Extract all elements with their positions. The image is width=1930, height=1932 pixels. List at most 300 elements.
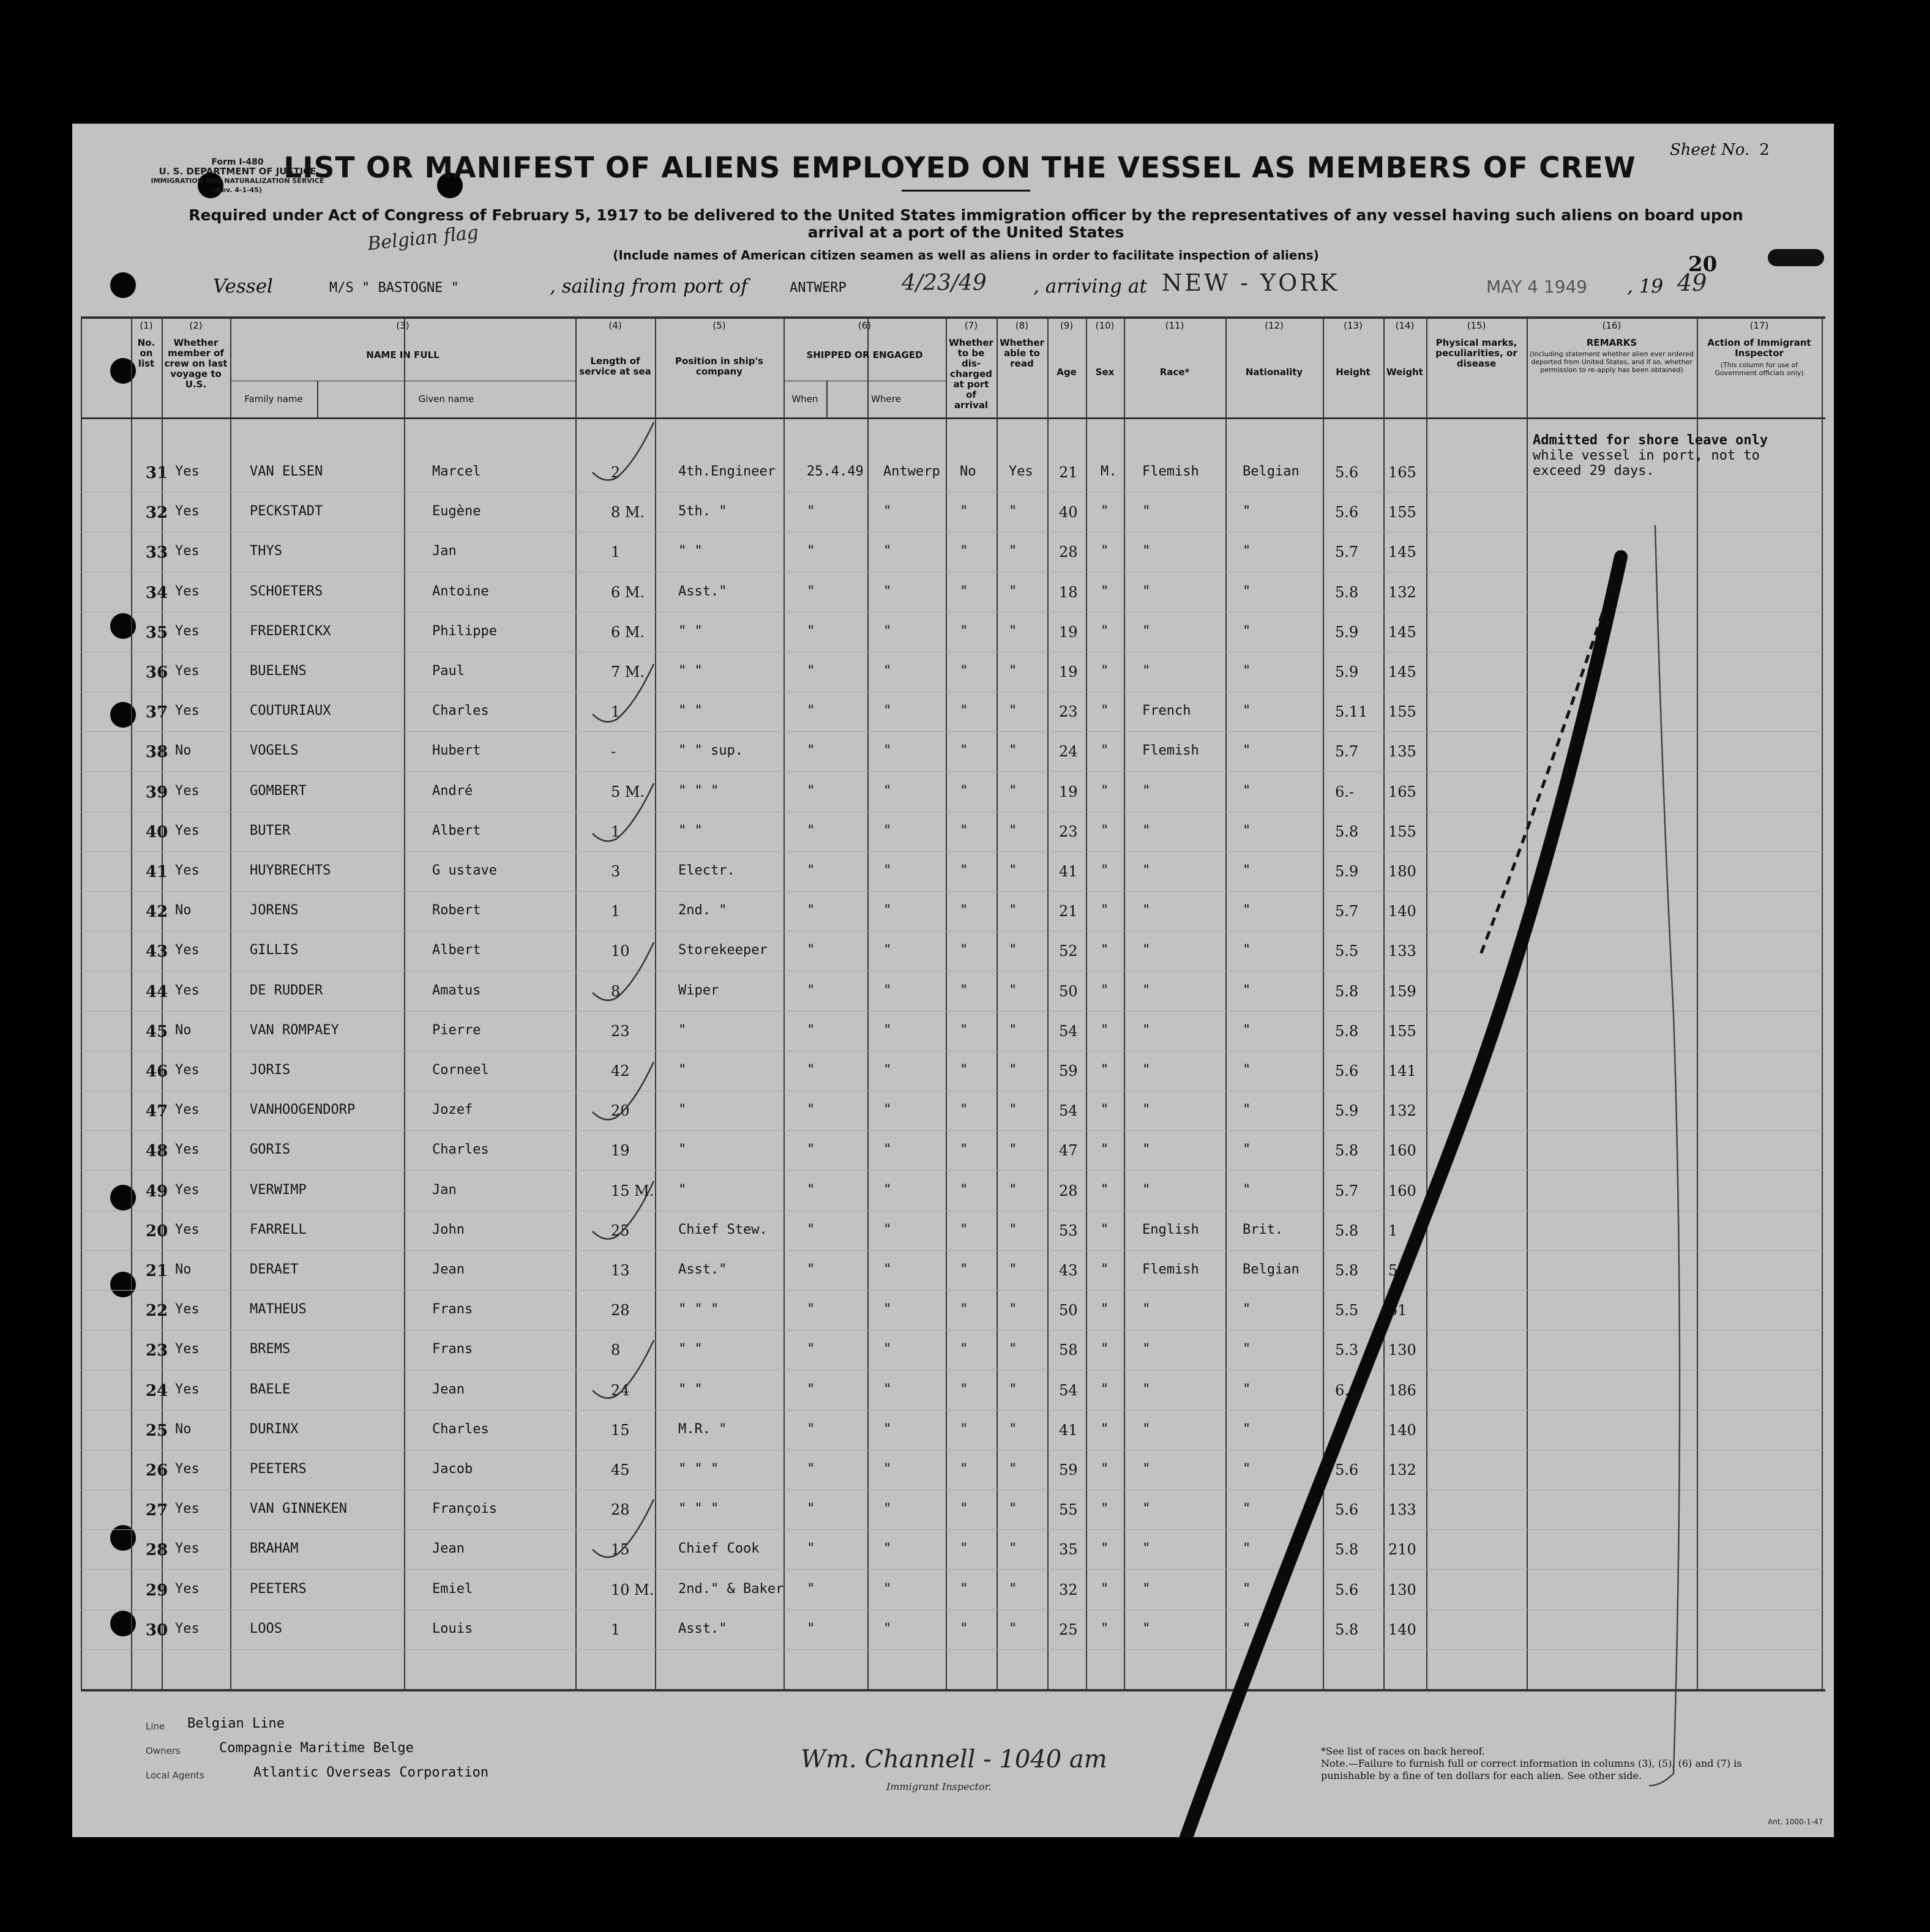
cell-weight: 130 [1388,1581,1416,1598]
cell-sex: " [1101,1262,1109,1277]
year-value: 49 [1677,269,1707,296]
cell-service: 8 M. [611,504,645,521]
cell-where: " [883,1541,892,1557]
cell-where: " [883,1421,892,1437]
cell-read: " [1009,703,1017,719]
column-header-c14: Weight [1386,367,1423,378]
cell-read: " [1009,583,1017,599]
cell-service: 28 [611,1501,630,1519]
column-header-c15: Physical marks, peculiarities, or disease [1435,337,1517,369]
cell-service: 15 [611,1541,630,1559]
cell-race: " [1142,903,1151,919]
cell-read: " [1009,1182,1017,1198]
cell-race: Flemish [1142,464,1199,479]
cell-read: " [1009,1341,1017,1357]
cell-height: 5.9 [1335,863,1359,880]
cell-when: " [807,1102,815,1118]
cell-given: Jean [432,1541,465,1557]
cell-family: FARRELL [250,1221,307,1237]
cell-prev: No [175,1262,192,1277]
cell-weight: 132 [1388,1461,1416,1479]
cell-family: GILLIS [250,942,299,958]
cell-given: Charles [432,1142,489,1158]
cell-weight: 186 [1388,1381,1416,1399]
cell-read: " [1009,663,1017,679]
cell-where: " [883,1262,892,1277]
cell-weight: 135 [1388,743,1416,761]
cell-weight: 165 [1388,783,1416,800]
cell-no: 38 [146,743,168,762]
cell-read: " [1009,1581,1017,1597]
cell-given: André [432,783,473,799]
cell-family: VERWIMP [250,1182,307,1198]
cell-position: Asst." [678,583,727,599]
cell-prev: Yes [175,1581,200,1597]
cell-when: " [807,1182,815,1198]
cell-discharged: " [960,1221,968,1237]
cell-service: - [611,743,616,761]
cell-given: Hubert [432,743,481,759]
cell-weight: 159 [1388,982,1416,1000]
cell-where: " [883,583,892,599]
column-header-c16: REMARKS [1586,337,1637,348]
cell-service: 8 [611,1341,621,1359]
cell-age: 25 [1059,1621,1078,1638]
column-number: (9) [1060,320,1074,331]
penalty-note: Note.—Failure to furnish full or correct information in columns (3), (5), (6) and (7) is punishable by a fine of ten dollars for each alien. See other side. [1321,1758,1742,1781]
cell-prev: Yes [175,1142,200,1158]
cell-discharged: " [960,783,968,799]
cell-when: " [807,1541,815,1557]
remarks-line-2: while vessel in port, not to [1533,448,1760,463]
cell-nationality: " [1243,863,1251,878]
cell-height: 5.8 [1335,1221,1359,1239]
cell-age: 41 [1059,1421,1078,1439]
manifest-sheet [72,124,1834,1837]
cell-given: Marcel [432,464,481,479]
cell-nationality: " [1243,783,1251,799]
cell-read: " [1009,1381,1017,1397]
include-note: (Include names of American citizen seamen as well as aliens in order to facilitate inspection of aliens) [613,248,1319,263]
cell-given: Amatus [432,982,481,998]
cell-sex: " [1101,903,1109,919]
column-header-c10: Sex [1095,367,1115,378]
cell-read: " [1009,1461,1017,1477]
cell-no: 35 [146,623,168,642]
cell-service: 7 M. [611,663,645,681]
column-number: (1) [140,320,153,331]
cell-sex: " [1101,504,1109,520]
vessel-name: M/S " BASTOGNE " [329,280,459,296]
cell-family: PECKSTADT [250,504,323,520]
cell-read: " [1009,1541,1017,1557]
cell-prev: Yes [175,1062,200,1078]
cell-age: 19 [1059,663,1078,681]
cell-age: 59 [1059,1461,1078,1479]
cell-no: 48 [146,1142,168,1161]
cell-where: " [883,1581,892,1597]
cell-no: 39 [146,783,168,802]
cell-discharged: " [960,1581,968,1597]
cell-given: Emiel [432,1581,473,1597]
form-number: Form I-480 [211,157,264,167]
cell-family: PEETERS [250,1461,307,1477]
cell-nationality: " [1243,1501,1251,1517]
cell-no: 44 [146,982,168,1001]
cell-height: 5.6 [1335,1581,1359,1598]
cell-where: " [883,1501,892,1517]
cell-age: 50 [1059,982,1078,1000]
cell-discharged: " [960,822,968,838]
cell-family: VAN ROMPAEY [250,1022,339,1038]
cell-sex: " [1101,543,1109,559]
column-number: (7) [964,320,978,331]
cell-service: 3 [611,863,621,880]
cell-family: JORIS [250,1062,291,1078]
cell-service: 6 M. [611,623,645,641]
cell-service: 24 [611,1381,630,1399]
cell-age: 28 [1059,543,1078,561]
cell-where: " [883,1142,892,1158]
cell-given: Jean [432,1262,465,1277]
cell-weight: 132 [1388,1102,1416,1120]
cell-no: 20 [146,1221,168,1240]
cell-service: 45 [611,1461,630,1479]
cell-family: THYS [250,543,282,559]
check-marks [593,422,654,1557]
cell-service: 13 [611,1262,630,1279]
cell-prev: Yes [175,863,200,878]
column-header-c17: Action of Immigrant Inspector [1707,337,1811,359]
stamp-number: 20 [1688,252,1718,277]
cell-family: BUELENS [250,663,307,679]
cell-weight: 141 [1388,1062,1416,1080]
page-title: LIST OR MANIFEST OF ALIENS EMPLOYED ON THE VESSEL AS MEMBERS OF CREW [283,151,1636,185]
cell-discharged: " [960,623,968,639]
cell-sex: " [1101,1142,1109,1158]
cell-family: BRAHAM [250,1541,299,1557]
cell-service: 23 [611,1022,630,1040]
cell-given: G ustave [432,863,497,878]
subtitle: Required under Act of Congress of February 5, 1917 to be delivered to the United States immigration officer by the representatives of any vessel having such aliens on board upon arrival at a port of the United States [189,206,1743,241]
column-number: (6) [858,320,872,331]
cell-read: " [1009,1221,1017,1237]
cell-when: " [807,623,815,639]
cell-age: 53 [1059,1221,1078,1239]
cell-read: " [1009,942,1017,958]
cell-weight: 165 [1388,464,1416,481]
cell-nationality: " [1243,822,1251,838]
cell-prev: Yes [175,543,200,559]
cell-race: " [1142,1142,1151,1158]
cell-given: Frans [432,1341,473,1357]
owners-value: Compagnie Maritime Belge [219,1740,414,1756]
cell-height: 5.5 [1335,942,1359,960]
cell-weight: 145 [1388,623,1416,641]
inspector-label: Immigrant Inspector. [886,1781,992,1792]
column-header-c11: Race* [1159,367,1190,378]
cell-position: " " [678,623,703,639]
cell-position: " [678,1062,687,1078]
remarks-bracket-line [1649,525,1680,1786]
column-header-c13: Height [1336,367,1371,378]
cell-race: " [1142,623,1151,639]
cell-read: " [1009,783,1017,799]
cell-sex: " [1101,1541,1109,1557]
cell-no: 22 [146,1302,168,1321]
cell-race: " [1142,783,1151,799]
cell-age: 23 [1059,703,1078,721]
cell-family: GOMBERT [250,783,307,799]
cell-prev: Yes [175,464,200,479]
cell-nationality: " [1243,1341,1251,1357]
cell-prev: Yes [175,822,200,838]
cell-weight: 160 [1388,1142,1416,1160]
cell-weight: 140 [1388,1621,1416,1638]
cell-weight: 180 [1388,863,1416,880]
cell-given: Albert [432,822,481,838]
subheader-when: When [791,393,818,405]
cell-family: LOOS [250,1621,282,1636]
cell-read: " [1009,743,1017,759]
cell-height: 5.8 [1335,1541,1359,1559]
cell-given: Jean [432,1381,465,1397]
cell-when: " [807,783,815,799]
sail-date: 4/23/49 [902,270,987,296]
cell-position: Asst." [678,1262,727,1277]
cell-given: Philippe [432,623,497,639]
cell-nationality: " [1243,942,1251,958]
cell-when: " [807,543,815,559]
cell-weight: 130 [1388,1341,1416,1359]
cell-discharged: " [960,1142,968,1158]
cell-read: " [1009,1262,1017,1277]
cell-age: 58 [1059,1341,1078,1359]
cell-weight: 133 [1388,1501,1416,1519]
cell-read: " [1009,1621,1017,1636]
cell-height: 5.6 [1335,464,1359,481]
cell-prev: Yes [175,942,200,958]
cell-family: GORIS [250,1142,291,1158]
cell-discharged: " [960,1062,968,1078]
cell-race: French [1142,703,1191,719]
cell-when: " [807,504,815,520]
cell-family: VOGELS [250,743,299,759]
cell-sex: " [1101,863,1109,878]
cell-when: " [807,1621,815,1636]
owners-label: Owners [146,1745,181,1756]
column-header-c9: Age [1057,367,1077,378]
cell-race: Flemish [1142,1262,1199,1277]
cell-nationality: " [1243,1102,1251,1118]
flag-note: Belgian flag [366,222,480,255]
cell-height: 5.8 [1335,982,1359,1000]
cell-weight: 155 [1388,1022,1416,1040]
cell-where: " [883,903,892,919]
cell-prev: Yes [175,703,200,719]
cell-no: 49 [146,1182,168,1201]
cell-weight: 133 [1388,942,1416,960]
cell-discharged: " [960,1461,968,1477]
cell-age: 54 [1059,1102,1078,1120]
cell-no: 33 [146,543,168,562]
cell-height: 5.7 [1335,903,1359,920]
cell-weight: 132 [1388,583,1416,601]
cell-age: 43 [1059,1262,1078,1279]
cell-family: VAN ELSEN [250,464,323,479]
cell-when: " [807,1421,815,1437]
cell-position: " " " [678,783,719,799]
cell-when: " [807,1142,815,1158]
cell-height: 6. [1335,1381,1349,1399]
check-mark [593,1062,654,1120]
cell-sex: " [1101,1341,1109,1357]
cell-sex: " [1101,743,1109,759]
cell-age: 21 [1059,903,1078,920]
column-number: (2) [189,320,203,331]
cell-no: 28 [146,1541,168,1560]
cell-family: FREDERICKX [250,623,331,639]
cell-given: Robert [432,903,481,919]
cell-prev: No [175,743,192,759]
cell-read: " [1009,1302,1017,1318]
cell-given: Paul [432,663,465,679]
cell-when: " [807,663,815,679]
cell-race: " [1142,1621,1151,1636]
column-number: (5) [713,320,726,331]
cell-no: 47 [146,1102,168,1121]
cell-height: 5.8 [1335,1262,1359,1279]
cell-race: " [1142,1501,1151,1517]
cell-discharged: " [960,1381,968,1397]
cell-age: 40 [1059,504,1078,521]
year-label: , 19 [1627,275,1664,297]
cell-position: Wiper [678,982,719,998]
cell-discharged: No [960,464,976,479]
cell-discharged: " [960,1262,968,1277]
cell-family: BAELE [250,1381,291,1397]
check-mark [593,422,654,480]
cell-weight: 51 [1388,1302,1407,1319]
cell-prev: Yes [175,1541,200,1557]
cell-sex: " [1101,663,1109,679]
cell-service: 6 M. [611,583,645,601]
cell-weight: 155 [1388,703,1416,721]
cell-prev: Yes [175,663,200,679]
cell-service: 19 [611,1142,630,1160]
cell-no: 27 [146,1501,168,1520]
cell-discharged: " [960,1421,968,1437]
cell-where: " [883,504,892,520]
cell-where: " [883,1102,892,1118]
cell-when: " [807,1262,815,1277]
cell-service: 8 [611,982,621,1000]
cell-prev: No [175,1421,192,1437]
column-header-c7: Whether to be dis-charged at port of arrival [949,337,993,411]
cell-family: JORENS [250,903,299,919]
cell-service: 15 M. [611,1182,654,1199]
cell-position: 4th.Engineer [678,464,776,479]
cell-height: 5.6 [1335,1062,1359,1080]
cell-height: 5.6 [1335,504,1359,521]
cell-sex: " [1101,623,1109,639]
cell-nationality: " [1243,1581,1251,1597]
cell-given: Eugène [432,504,481,520]
cell-when: " [807,982,815,998]
cell-nationality: " [1243,1621,1251,1636]
cell-given: Charles [432,1421,489,1437]
cell-where: " [883,543,892,559]
cell-nationality: " [1243,1182,1251,1198]
cell-when: " [807,1381,815,1397]
cell-given: Albert [432,942,481,958]
cell-given: John [432,1221,465,1237]
cell-weight: 5 [1388,1262,1398,1279]
cell-position: Storekeeper [678,942,768,958]
cell-race: " [1142,1421,1151,1437]
cell-prev: Yes [175,1381,200,1397]
ink-streak-dashes [1480,613,1603,956]
cell-read: " [1009,822,1017,838]
check-mark [593,1181,654,1239]
cell-read: " [1009,903,1017,919]
cell-given: Frans [432,1302,473,1318]
sheet-number-value: 2 [1759,141,1770,159]
races-note: *See list of races on back hereof. [1321,1745,1486,1757]
column-number: (8) [1015,320,1029,331]
column-number: (4) [608,320,622,331]
cell-prev: Yes [175,623,200,639]
vessel-label: Vessel [213,275,273,297]
line-value: Belgian Line [187,1716,285,1731]
cell-height: 6.- [1335,783,1355,800]
cell-nationality: " [1243,743,1251,759]
cell-where: " [883,1341,892,1357]
cell-when: 25.4.49 [807,464,864,479]
cell-no: 41 [146,863,168,881]
cell-age: 47 [1059,1142,1078,1160]
cell-when: " [807,743,815,759]
cell-no: 26 [146,1461,168,1480]
cell-race: " [1142,1102,1151,1118]
column-number: (17) [1749,320,1769,331]
cell-family: DE RUDDER [250,982,323,998]
subheader-given: Given name [418,393,474,405]
cell-where: " [883,863,892,878]
cell-weight: 145 [1388,663,1416,681]
cell-weight: 140 [1388,903,1416,920]
column-header-c3: NAME IN FULL [366,349,439,360]
cell-height: 5.9 [1335,1102,1359,1120]
column-number: (10) [1095,320,1115,331]
cell-age: 55 [1059,1501,1078,1519]
cell-height: 5.11 [1335,703,1368,721]
cell-read: " [1009,504,1017,520]
ink-streak [1186,557,1621,1837]
cell-prev: Yes [175,504,200,520]
cell-weight: 160 [1388,1182,1416,1199]
cell-nationality: " [1243,1062,1251,1078]
cell-discharged: " [960,1182,968,1198]
cell-no: 42 [146,903,168,922]
cell-given: Jacob [432,1461,473,1477]
cell-prev: No [175,1022,192,1038]
cell-position: 5th. " [678,504,727,520]
cell-height: 5.8 [1335,822,1359,840]
cell-age: 23 [1059,822,1078,840]
cell-height: 5.6 [1335,1461,1359,1479]
cell-sex: " [1101,583,1109,599]
